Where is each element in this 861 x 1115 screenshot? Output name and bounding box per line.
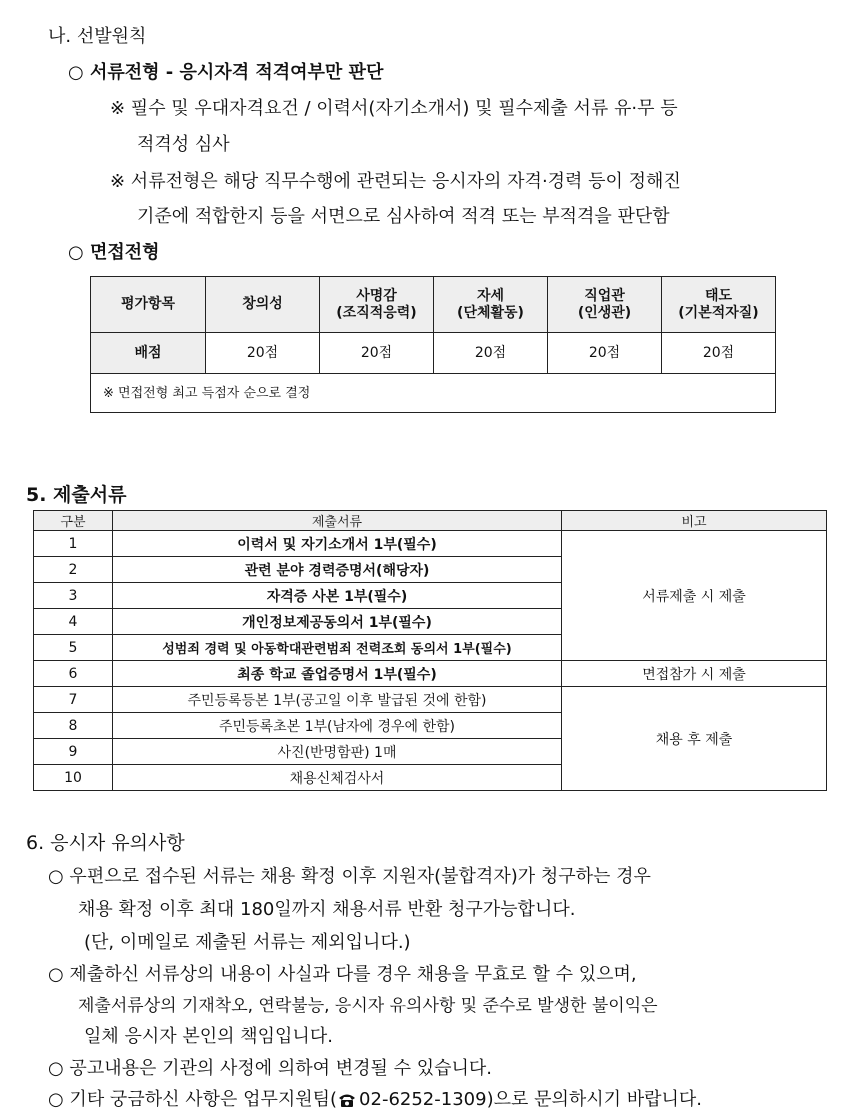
document-name: 관련 분야 경력증명서(해당자) (113, 557, 562, 583)
document-name: 성범죄 경력 및 아동학대관련범죄 전력조회 동의서 1부(필수) (113, 635, 562, 661)
doc-screening-note2-line1: ※ 서류전형은 해당 직무수행에 관련되는 응시자의 자격·경력 등이 정해진 (110, 171, 681, 192)
documents-heading: 5. 제출서류 (26, 484, 127, 506)
row-number: 6 (34, 661, 113, 687)
row-number: 1 (34, 531, 113, 557)
row-number: 9 (34, 739, 113, 765)
row-number: 2 (34, 557, 113, 583)
evaluation-item-sub: (단체활동) (457, 304, 524, 321)
document-name: 개인정보제공동의서 1부(필수) (113, 609, 562, 635)
documents-table-header (34, 511, 827, 531)
interview-evaluation-table (90, 276, 776, 413)
evaluation-item-name: 사명감 (356, 287, 397, 304)
column-header-category: 구분 (34, 511, 113, 531)
table-row (34, 687, 827, 713)
notice-2-line1: ○ 제출하신 서류상의 내용이 사실과 다를 경우 채용을 무효로 할 수 있으며, (48, 964, 637, 985)
notice-2-line2: 제출서류상의 기재착오, 연락불능, 응시자 유의사항 및 준수로 발생한 불이익은 (78, 996, 658, 1016)
evaluation-item (206, 277, 320, 333)
score-label: 배점 (91, 333, 206, 374)
evaluation-item-name: 직업관 (584, 287, 625, 304)
interview-table-score-row (91, 333, 776, 374)
notice-1-line2: 채용 확정 이후 최대 180일까지 채용서류 반환 청구가능합니다. (78, 899, 576, 920)
phone-number: 02-6252-1309 (359, 1089, 487, 1110)
documents-table (33, 510, 827, 791)
doc-screening-title: ○ 서류전형 - 응시자격 적격여부만 판단 (68, 62, 384, 83)
document-name: 주민등록등본 1부(공고일 이후 발급된 것에 한함) (113, 687, 562, 713)
selection-heading: 나. 선발원칙 (48, 26, 147, 47)
notice-4-prefix: ○ 기타 궁금하신 사항은 업무지원팀( (48, 1089, 338, 1110)
score-value: 20점 (548, 333, 662, 374)
document-name: 사진(반명함판) 1매 (113, 739, 562, 765)
remarks-group-1: 서류제출 시 제출 (562, 531, 827, 661)
interview-table-note-row (91, 374, 776, 413)
evaluation-item-name: 창의성 (242, 296, 283, 312)
table-row (34, 531, 827, 557)
evaluation-item-sub: (조직적응력) (336, 304, 417, 321)
document-name: 최종 학교 졸업증명서 1부(필수) (113, 661, 562, 687)
document-name: 채용신체검사서 (113, 765, 562, 791)
notice-3: ○ 공고내용은 기관의 사정에 의하여 변경될 수 있습니다. (48, 1058, 493, 1079)
evaluation-item (434, 277, 548, 333)
row-number: 8 (34, 713, 113, 739)
score-value: 20점 (662, 333, 776, 374)
interview-title: ○ 면접전형 (68, 242, 160, 263)
document-name: 이력서 및 자기소개서 1부(필수) (113, 531, 562, 557)
notice-2-line3: 일체 응시자 본인의 책임입니다. (84, 1026, 333, 1047)
notices-heading: 6. 응시자 유의사항 (26, 832, 185, 854)
doc-screening-note1-line1: ※ 필수 및 우대자격요건 / 이력서(자기소개서) 및 필수제출 서류 유·무 등 (110, 98, 678, 119)
interview-table-note: ※ 면접전형 최고 득점자 순으로 결정 (91, 374, 776, 413)
interview-table-header-row (91, 277, 776, 333)
notice-4-suffix: )으로 문의하시기 바랍니다. (486, 1089, 703, 1110)
document-name: 자격증 사본 1부(필수) (113, 583, 562, 609)
score-value: 20점 (206, 333, 320, 374)
column-header-document: 제출서류 (113, 511, 562, 531)
evaluation-item-header: 평가항목 (91, 277, 206, 333)
remarks-group-2: 면접참가 시 제출 (562, 661, 827, 687)
evaluation-item-name: 태도 (704, 287, 733, 304)
doc-screening-note1-line2: 적격성 심사 (137, 134, 230, 155)
score-value: 20점 (434, 333, 548, 374)
evaluation-item-sub: (기본적자질) (678, 304, 759, 321)
score-value: 20점 (320, 333, 434, 374)
row-number: 5 (34, 635, 113, 661)
remarks-group-3: 채용 후 제출 (562, 687, 827, 791)
evaluation-item-name: 자세 (476, 287, 505, 304)
row-number: 3 (34, 583, 113, 609)
column-header-remarks: 비고 (562, 511, 827, 531)
row-number: 4 (34, 609, 113, 635)
telephone-icon (338, 1092, 356, 1113)
notice-1-line3: (단, 이메일로 제출된 서류는 제외입니다.) (84, 932, 411, 953)
document-name: 주민등록초본 1부(남자에 경우에 한함) (113, 713, 562, 739)
row-number: 10 (34, 765, 113, 791)
evaluation-item (548, 277, 662, 333)
notice-4 (48, 1085, 702, 1113)
evaluation-item (662, 277, 776, 333)
table-row (34, 661, 827, 687)
notice-1-line1: ○ 우편으로 접수된 서류는 채용 확정 이후 지원자(불합격자)가 청구하는 경우 (48, 866, 651, 887)
row-number: 7 (34, 687, 113, 713)
evaluation-item (320, 277, 434, 333)
doc-screening-note2-line2: 기준에 적합한지 등을 서면으로 심사하여 적격 또는 부적격을 판단함 (137, 206, 670, 227)
evaluation-item-sub: (인생관) (577, 304, 632, 321)
